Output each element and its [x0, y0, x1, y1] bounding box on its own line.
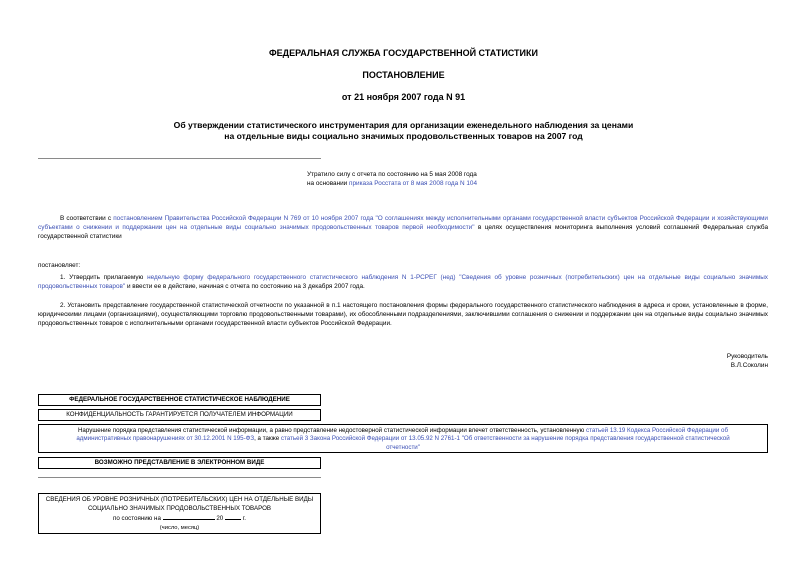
document-type: ПОСТАНОВЛЕНИЕ	[362, 70, 445, 80]
warning-text-2: , а также	[254, 435, 281, 443]
admin-code-link[interactable]: статьей 13.19 Кодекса Российской Федерации об административных правонарушениях от 30.12.2001 N 195-ФЗ	[76, 427, 729, 443]
report-title-line-2: СОЦИАЛЬНО ЗНАЧИМЫХ ПРОДОВОЛЬСТВЕННЫХ ТОВАРОВ	[87, 504, 272, 512]
signature	[600, 352, 768, 370]
year-suffix: г.	[242, 515, 246, 523]
status-line-2	[307, 179, 767, 188]
title-divider	[38, 158, 321, 159]
item-1-suffix: и ввести ее в действие, начиная с отчета по состоянию на 3 декабря 2007 года.	[125, 283, 365, 291]
status-line-1: Утратило силу с отчета по состоянию на 5 мая 2008 года	[307, 171, 477, 178]
resolves-label: постановляет:	[38, 262, 81, 269]
title-line-1: Об утверждении статистического инструментария для организации еженедельного наблюдения за ценами	[173, 120, 634, 130]
government-decree-link[interactable]: постановлением Правительства Российской Федерации N 769 от 10 ноября 2007 года "О соглашениях между исполнительными органами государственной власти субъектов Российской Федерации и хозяйствующими субъектами о снижении и поддержании цен на отдельные виды социально значимых продовольственных товаров первой необходимости"	[38, 215, 768, 232]
document-date-number: от 21 ноября 2007 года N 91	[341, 92, 466, 102]
as-of-label: по состоянию на	[113, 515, 161, 523]
warning-text-1: Нарушение порядка представления статистической информации, а равно представление недостоверной статистической информации влечет ответственность, установленную	[77, 427, 586, 434]
confidentiality-box: КОНФИДЕНЦИАЛЬНОСТЬ ГАРАНТИРУЕТСЯ ПОЛУЧАТЕЛЕМ ИНФОРМАЦИИ	[38, 409, 321, 421]
year-prefix: 20	[216, 515, 224, 523]
form-link[interactable]: недельную форму федерального государственного статистического наблюдения N 1-РСРЕГ (нед) "Сведения об уровне розничных (потребительских) цен на отдельные виды социально значимых продовольственных товаров"	[38, 274, 769, 291]
preamble-text-1: В соответствии с	[60, 215, 114, 222]
item-2-paragraph: 2. Установить представление государственной статистической отчетности по указанной в п.1 настоящего постановления формы федерального государственного статистического наблюдения в адреса и сроки, установленные в форме, юридическими лицами (организациями), осуществляющими торговлю продовольственными товарами), их обособленными подразделениями, заключившими соглашения о снижении и поддержании цен на отдельные виды социально значимых продовольственных товаров с исполнительными органами государственной власти субъектов Российской Федерации.	[38, 302, 768, 328]
report-title-line-1: СВЕДЕНИЯ ОБ УРОВНЕ РОЗНИЧНЫХ (ПОТРЕБИТЕЛЬСКИХ) ЦЕН НА ОТДЕЛЬНЫЕ ВИДЫ	[45, 496, 314, 503]
report-title-box	[38, 493, 321, 534]
year-field[interactable]	[225, 513, 241, 520]
liability-warning-box	[38, 424, 768, 453]
signature-name: В.Л.Соколин	[730, 362, 768, 369]
preamble-text-2: в целях осуществления мониторинга выполнения условий соглашений Федеральная служба государственной статистики	[38, 224, 769, 241]
date-field[interactable]	[163, 513, 215, 520]
item-1-paragraph	[38, 273, 768, 291]
repeal-order-link[interactable]: приказа Росстата от 8 мая 2008 года N 104	[349, 180, 477, 187]
signature-role: Руководитель	[726, 353, 768, 360]
as-of-date-row	[39, 513, 320, 524]
status-note	[307, 170, 767, 188]
statistics-law-link[interactable]: статьей 3 Закона Российской Федерации от 13.05.92 N 2761-1 "Об ответственности за нарушение порядка представления государственной статистической отчетности"	[280, 435, 730, 451]
item-1-prefix: 1. Утвердить прилагаемую	[60, 274, 148, 281]
agency-name: ФЕДЕРАЛЬНАЯ СЛУЖБА ГОСУДАРСТВЕННОЙ СТАТИСТИКИ	[269, 48, 538, 58]
document-title	[60, 120, 747, 142]
status-prefix: на основании	[307, 180, 350, 187]
title-line-2: на отдельные виды социально значимых продовольственных товаров на 2007 год	[224, 131, 583, 141]
electronic-submission-box: ВОЗМОЖНО ПРЕДСТАВЛЕНИЕ В ЭЛЕКТРОННОМ ВИДЕ	[38, 457, 321, 469]
form-divider	[38, 477, 321, 478]
federal-observation-box: ФЕДЕРАЛЬНОЕ ГОСУДАРСТВЕННОЕ СТАТИСТИЧЕСКОЕ НАБЛЮДЕНИЕ	[38, 394, 321, 406]
date-hint: (число, месяц)	[159, 524, 200, 531]
preamble-paragraph	[38, 214, 768, 242]
